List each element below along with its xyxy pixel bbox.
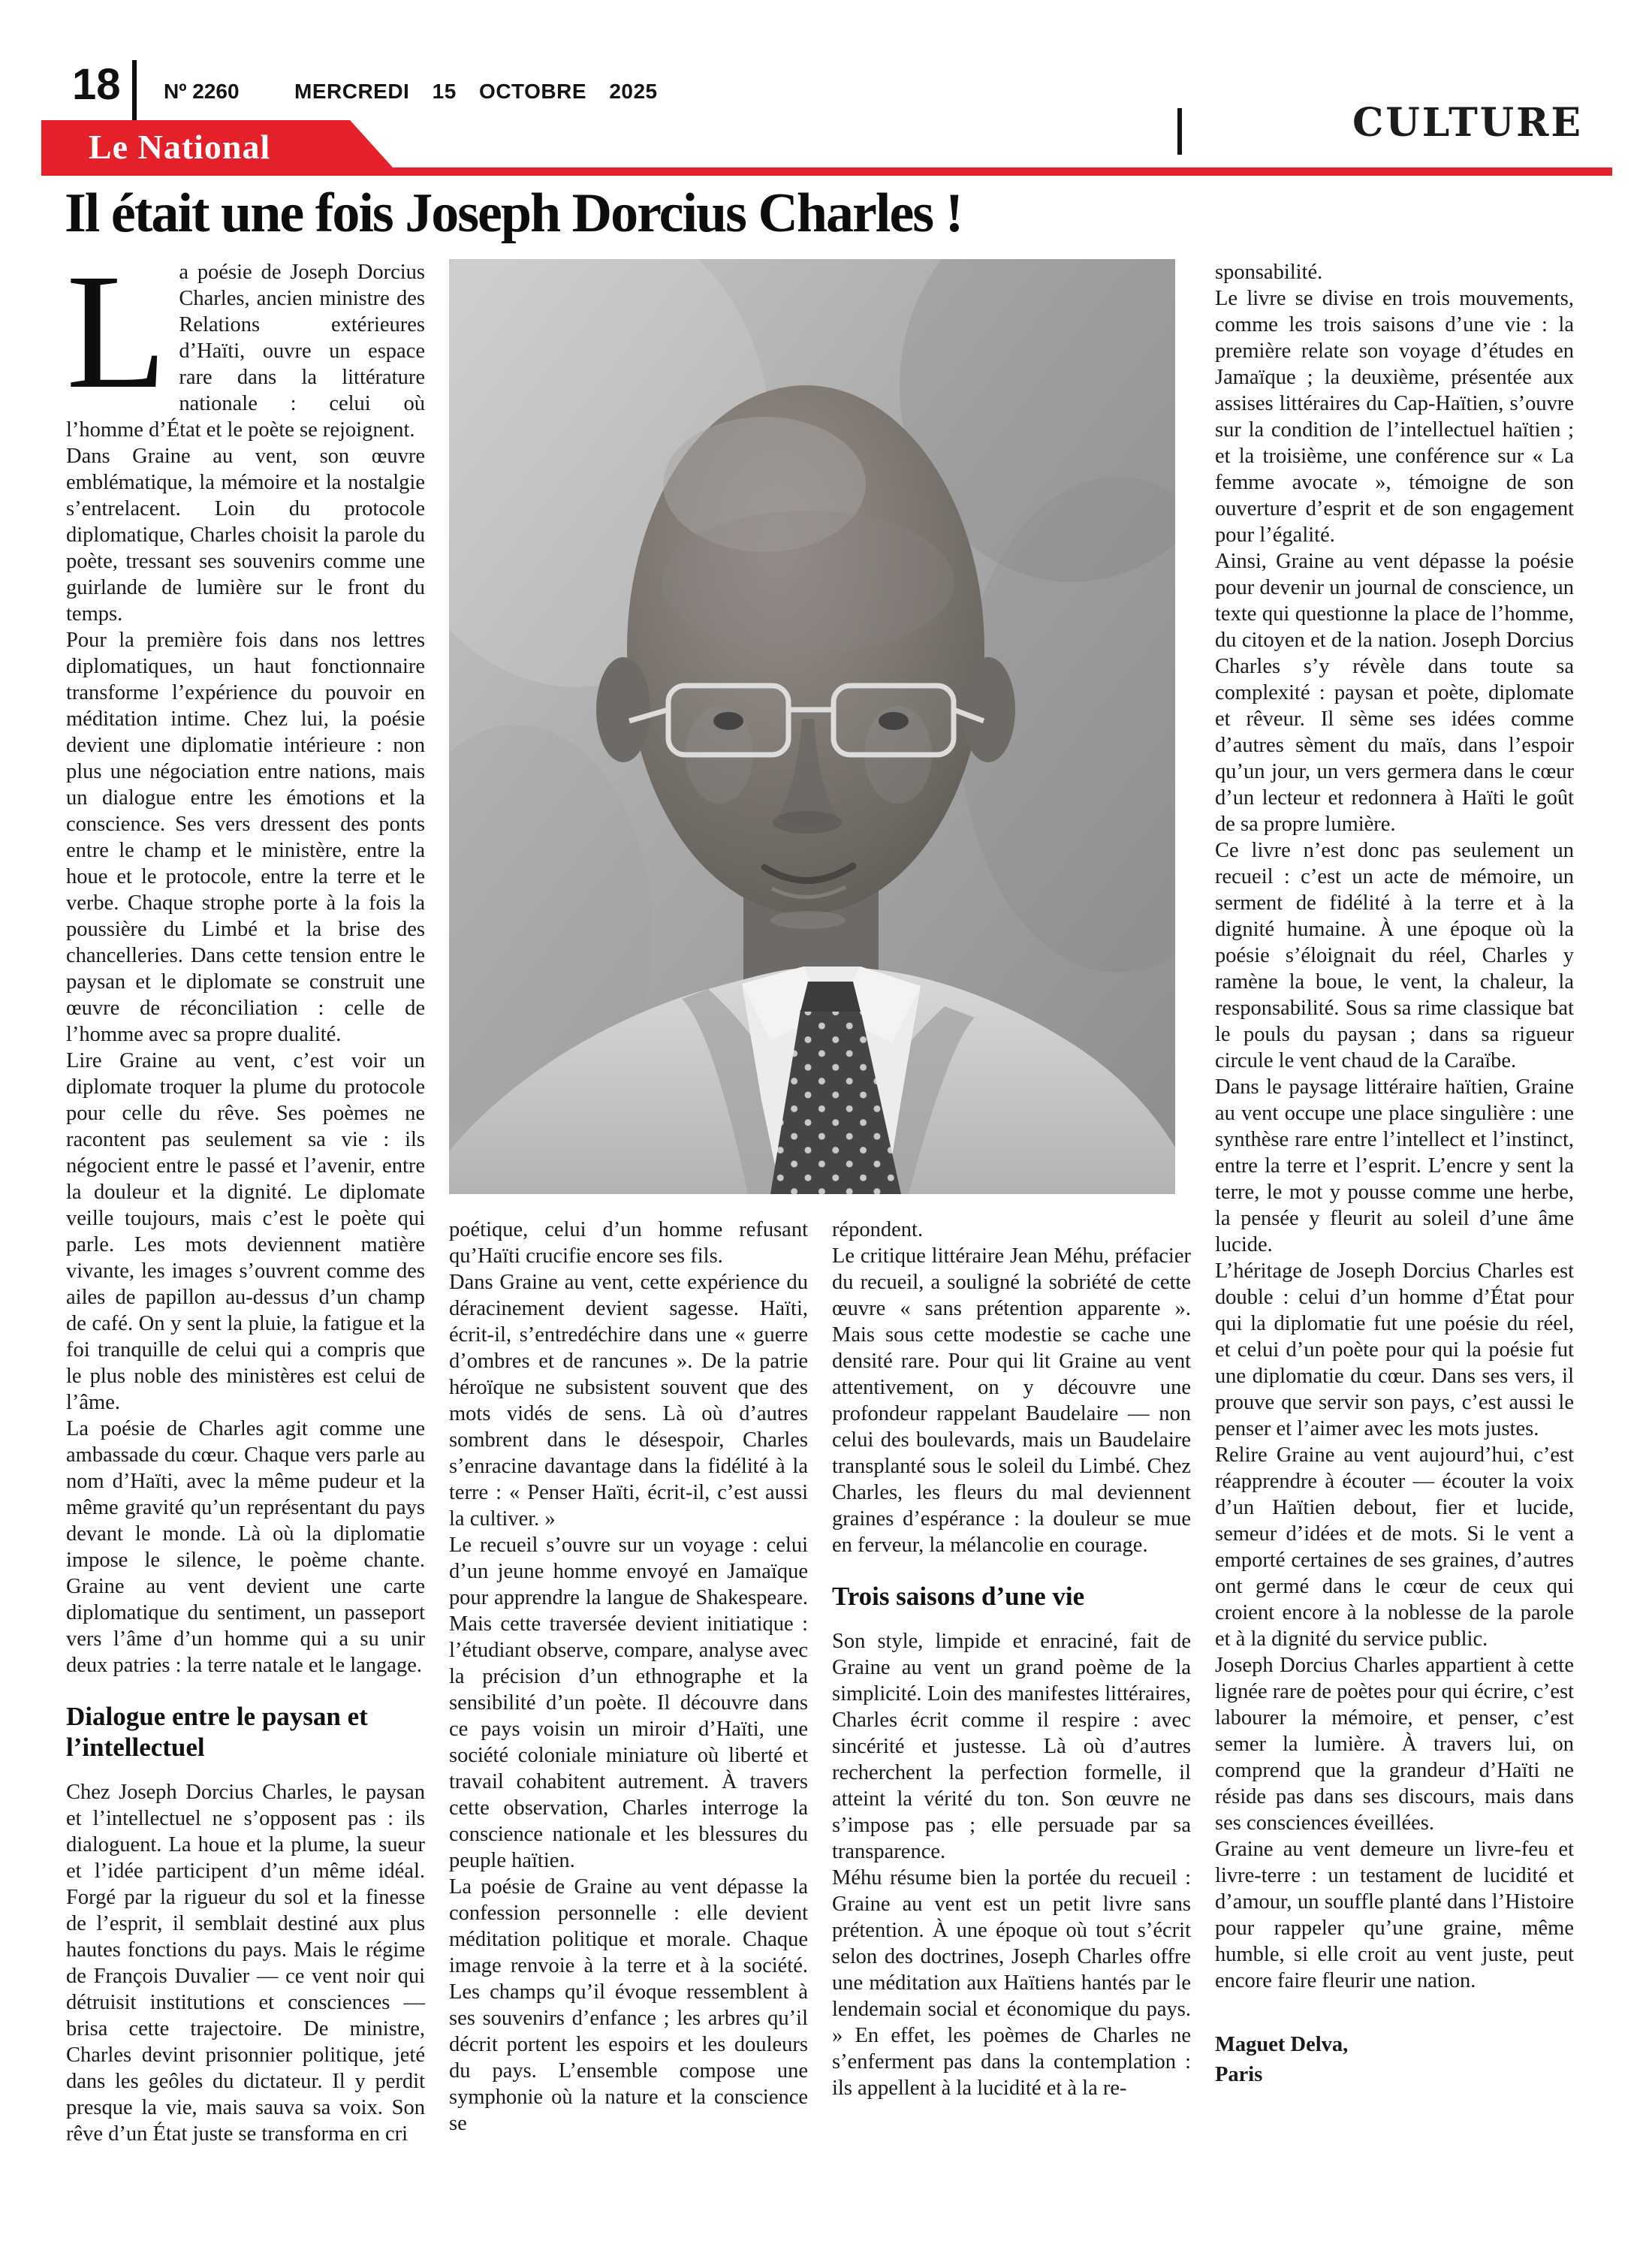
article-paragraph: Joseph Dorcius Charles appartient à cette lignée rare de poètes pour qui écrire, c’est labourer la mémoire, et penser, c’est semer la lumière. À travers lui, on comprend que la grandeur d’Haïti ne réside pas dans ses discours, mais dans ses consciences éveillées. bbox=[1215, 1654, 1574, 1835]
article-paragraph: Dans le paysage littéraire haïtien, Graine au vent occupe une place singulière : une synthèse rare entre l’intellect et l’instinct, entre la terre et l’esprit. L’encre y sent la terre, le mot y pousse comme une herbe, la pensée y fleurit au soleil d’une âme lucide. bbox=[1215, 1075, 1574, 1256]
article-paragraph: La poésie de Graine au vent dépasse la confession personnelle : elle devient méditation politique et morale. Chaque image renvoie à la terre et à la société. Les champs qu’il évoque ressemblent à ses souvenirs d’enfance ; les arbres qu’il décrit portent les espoirs et les douleurs du pays. L’ensemble compose une symphonie où la nature et la conscience se bbox=[449, 1875, 808, 2135]
masthead: Le National bbox=[89, 128, 271, 166]
article-paragraph: Ce livre n’est donc pas seulement un recueil : c’est un acte de mémoire, un serment de fidélité à la terre et à la dignité humaine. À une époque où la poésie s’éloignait du réel, Charles y ramène la boue, le vent, la chaleur, la responsabilité. Sous sa rime classique bat le pouls du paysan ; dans sa rigueur circule le vent chaud de la Caraïbe. bbox=[1215, 839, 1574, 1072]
drop-cap: L bbox=[66, 240, 167, 423]
article-paragraph: Chez Joseph Dorcius Charles, le paysan et l’intellectuel ne s’opposent pas : ils dialoguent. La houe et la plume, la sueur et l’idée participent d’un même idéal. Forgé par la rigueur du sol et la finesse de l’esprit, il semblait destiné aux plus hautes fonctions du pays. Mais le régime de François Duvalier — ce vent noir qui détruisit institutions et consciences — brisa cette trajectoire. De ministre, Charles devint prisonnier politique, jeté dans les geôles du dictateur. Il y perdit presque la vie, mais sauva sa voix. Son rêve d’un État juste se transforma en cri bbox=[66, 1781, 425, 2146]
portrait-photo bbox=[449, 259, 1175, 1194]
article-paragraph: Méhu résume bien la portée du recueil : Graine au vent est un petit livre sans prétention. À une époque où tout s’écrit selon des doctrines, Joseph Charles offre une méditation aux Haïtiens hantés par le lendemain social et économique du pays. » En effet, les poèmes de Charles ne s’enferment pas dans la contemplation : ils appellent à la lucidité et à la re- bbox=[832, 1866, 1191, 2100]
article-column-1 bbox=[66, 240, 425, 2147]
article-column-4 bbox=[1215, 259, 1574, 2090]
page-number-divider bbox=[132, 60, 137, 123]
article-paragraph: poétique, celui d’un homme refusant qu’Haïti crucifie encore ses fils. bbox=[449, 1218, 808, 1268]
author-byline: Maguet Delva, bbox=[1215, 2033, 1349, 2056]
article-paragraph: sponsabilité. bbox=[1215, 261, 1323, 284]
article-paragraph: répondent. bbox=[832, 1218, 924, 1241]
header-rule bbox=[41, 167, 1612, 176]
issue-number: Nº 2260 bbox=[164, 80, 240, 103]
article-paragraph: Le recueil s’ouvre sur un voyage : celui d’un jeune homme envoyé en Jamaïque pour apprendre la langue de Shakespeare. Mais cette traversée devient initiatique : l’étudiant observe, compare, analyse avec la précision d’un ethnographe et la sensibilité d’un poète. Il découvre dans ce pays voisin un miroir d’Haïti, une société coloniale miniature où liberté et travail cohabitent autrement. À travers cette observation, Charles interroge la conscience nationale et les blessures du peuple haïtien. bbox=[449, 1534, 808, 1872]
article-paragraph: Ainsi, Graine au vent dépasse la poésie pour devenir un journal de conscience, un texte qui questionne la place de l’homme, du citoyen et de la nation. Joseph Dorcius Charles s’y révèle dans toute sa complexité : paysan et poète, diplomate et rêveur. Il sème ses idées comme d’autres sèment du maïs, dans l’espoir qu’un jour, un vers germera dans le cœur d’un lecteur et redonnera à Haïti le goût de sa propre lumière. bbox=[1215, 550, 1574, 836]
article-paragraph: Lire Graine au vent, c’est voir un diplomate troquer la plume du protocole pour celle du rêve. Ses poèmes ne racontent pas seulement sa vie : ils négocient entre le passé et l’avenir, entre la douleur et la dignité. Le diplomate veille toujours, mais c’est le poète qui parle. Les mots deviennent matière vivante, les images s’ouvrent comme des ailes de papillon au-dessus d’un champ de café. On y sent la pluie, la fatigue et la foi tranquille de celui qui a compris que le plus noble des ministères est celui de l’âme. bbox=[66, 1049, 425, 1414]
section-subhead: Trois saisons d’une vie bbox=[832, 1582, 1085, 1611]
section-subhead: Dialogue entre le paysan et l’intellectuel bbox=[66, 1702, 368, 1762]
page-number: 18 bbox=[72, 60, 121, 109]
edition-date: MERCREDI 15 OCTOBRE 2025 bbox=[294, 80, 658, 103]
article-column-2 bbox=[449, 1217, 808, 2137]
article-paragraph: Son style, limpide et enraciné, fait de Graine au vent un grand poème de la simplicité. Loin des manifestes littéraires, Charles écrit comme il respire : avec sincérité et justesse. Là où d’autres recherchent la perfection formelle, il atteint la vérité du ton. Son œuvre ne s’impose pas ; elle persuade par sa transparence. bbox=[832, 1630, 1191, 1863]
section-title: CULTURE bbox=[1352, 100, 1583, 146]
article-paragraph: La poésie de Charles agit comme une ambassade du cœur. Chaque vers parle au nom d’Haïti, avec la même pudeur et la même gravité qu’un représentant du pays devant le monde. Là où la diplomatie impose le silence, le poème chante. Graine au vent devient une carte diplomatique du sentiment, un passeport vers l’âme d’un homme qui a su unir deux patries : la terre natale et le langage. bbox=[66, 1417, 425, 1677]
section-divider bbox=[1177, 108, 1182, 155]
article-paragraph: L’héritage de Joseph Dorcius Charles est double : celui d’un homme d’État pour qui la diplomatie fut une poésie du réel, et celui d’un poète pour qui la poésie fut une diplomatie du cœur. Dans ses vers, il prouve que servir son pays, c’est aussi le penser et l’aimer avec les mots justes. bbox=[1215, 1259, 1574, 1440]
article-column-3 bbox=[832, 1217, 1191, 2101]
article-paragraph: Pour la première fois dans nos lettres diplomatiques, un haut fonctionnaire transforme l’expérience du pouvoir en méditation intime. Chez lui, la poésie devient une diplomatie intérieure : non plus une négociation entre nations, mais un dialogue entre les émotions et la conscience. Ses vers dressent des ponts entre le champ et le ministère, entre la houe et le protocole, entre la terre et le verbe. Chaque strophe porte à la fois la poussière du Limbé et la brise des chancelleries. Dans cette tension entre le paysan et le diplomate se construit une œuvre de réconciliation : celle de l’homme avec sa propre dualité. bbox=[66, 629, 425, 1046]
article-paragraph: Dans Graine au vent, cette expérience du déracinement devient sagesse. Haïti, écrit-il, s’entredéchire dans une « guerre d’ombres et de rancunes ». De la patrie héroïque ne subsistent souvent que des mots vidés de sens. Là où d’autres sombrent dans le désespoir, Charles s’enracine davantage dans la fidélité à la terre : « Penser Haïti, écrit-il, c’est aussi la cultiver. » bbox=[449, 1271, 808, 1531]
article-paragraph: Graine au vent demeure un livre-feu et livre-terre : un testament de lucidité et d’amour, un souffle planté dans l’Histoire pour rappeler qu’une graine, même humble, si elle croit au vent juste, peut encore faire fleurir une nation. bbox=[1215, 1838, 1574, 1992]
article-paragraph: Le critique littéraire Jean Méhu, préfacier du recueil, a souligné la sobriété de cette œuvre « sans prétention apparente ». Mais sous cette modestie se cache une densité rare. Pour qui lit Graine au vent attentivement, on y découvre une profondeur rappelant Baudelaire — non celui des boulevards, mais un Baudelaire transplanté sous le soleil du Limbé. Chez Charles, les fleurs du mal deviennent graines d’espérance : la douleur se mue en ferveur, la mélancolie en courage. bbox=[832, 1244, 1191, 1557]
article-paragraph: La poésie de Joseph Dorcius Charles, ancien ministre des Relations extérieures d’Haïti, ouvre un espace rare dans la littérature nationale : celui où l’homme d’État et le poète se rejoignent. bbox=[66, 240, 425, 442]
article-paragraph: Dans Graine au vent, son œuvre emblématique, la mémoire et la nostalgie s’entrelacent. Loin du protocole diplomatique, Charles choisit la parole du poète, tressant ses souvenirs comme une guirlande de lumière sur le front du temps. bbox=[66, 445, 425, 626]
portrait-image bbox=[449, 259, 1175, 1194]
article-headline: Il était une fois Joseph Dorcius Charles ! bbox=[65, 182, 963, 244]
article-paragraph: Relire Graine au vent aujourd’hui, c’est réapprendre à écouter — écouter la voix d’un Haïtien debout, fier et lucide, semeur d’idées et de mots. Si le vent a emporté certaines de ses graines, d’autres ont germé dans le cœur de ceux qui croient encore à la noblesse de la parole et à la dignité du service public. bbox=[1215, 1443, 1574, 1651]
author-byline: Paris bbox=[1215, 2063, 1263, 2086]
article-paragraph: Le livre se divise en trois mouvements, comme les trois saisons d’une vie : la première relate son voyage d’études en Jamaïque ; la deuxième, présentée aux assises littéraires du Cap-Haïtien, s’ouvre sur la condition de l’intellectuel haïtien ; et la troisième, une conférence sur « La femme avocate », témoigne de son ouverture d’esprit et de son engagement pour l’égalité. bbox=[1215, 287, 1574, 547]
